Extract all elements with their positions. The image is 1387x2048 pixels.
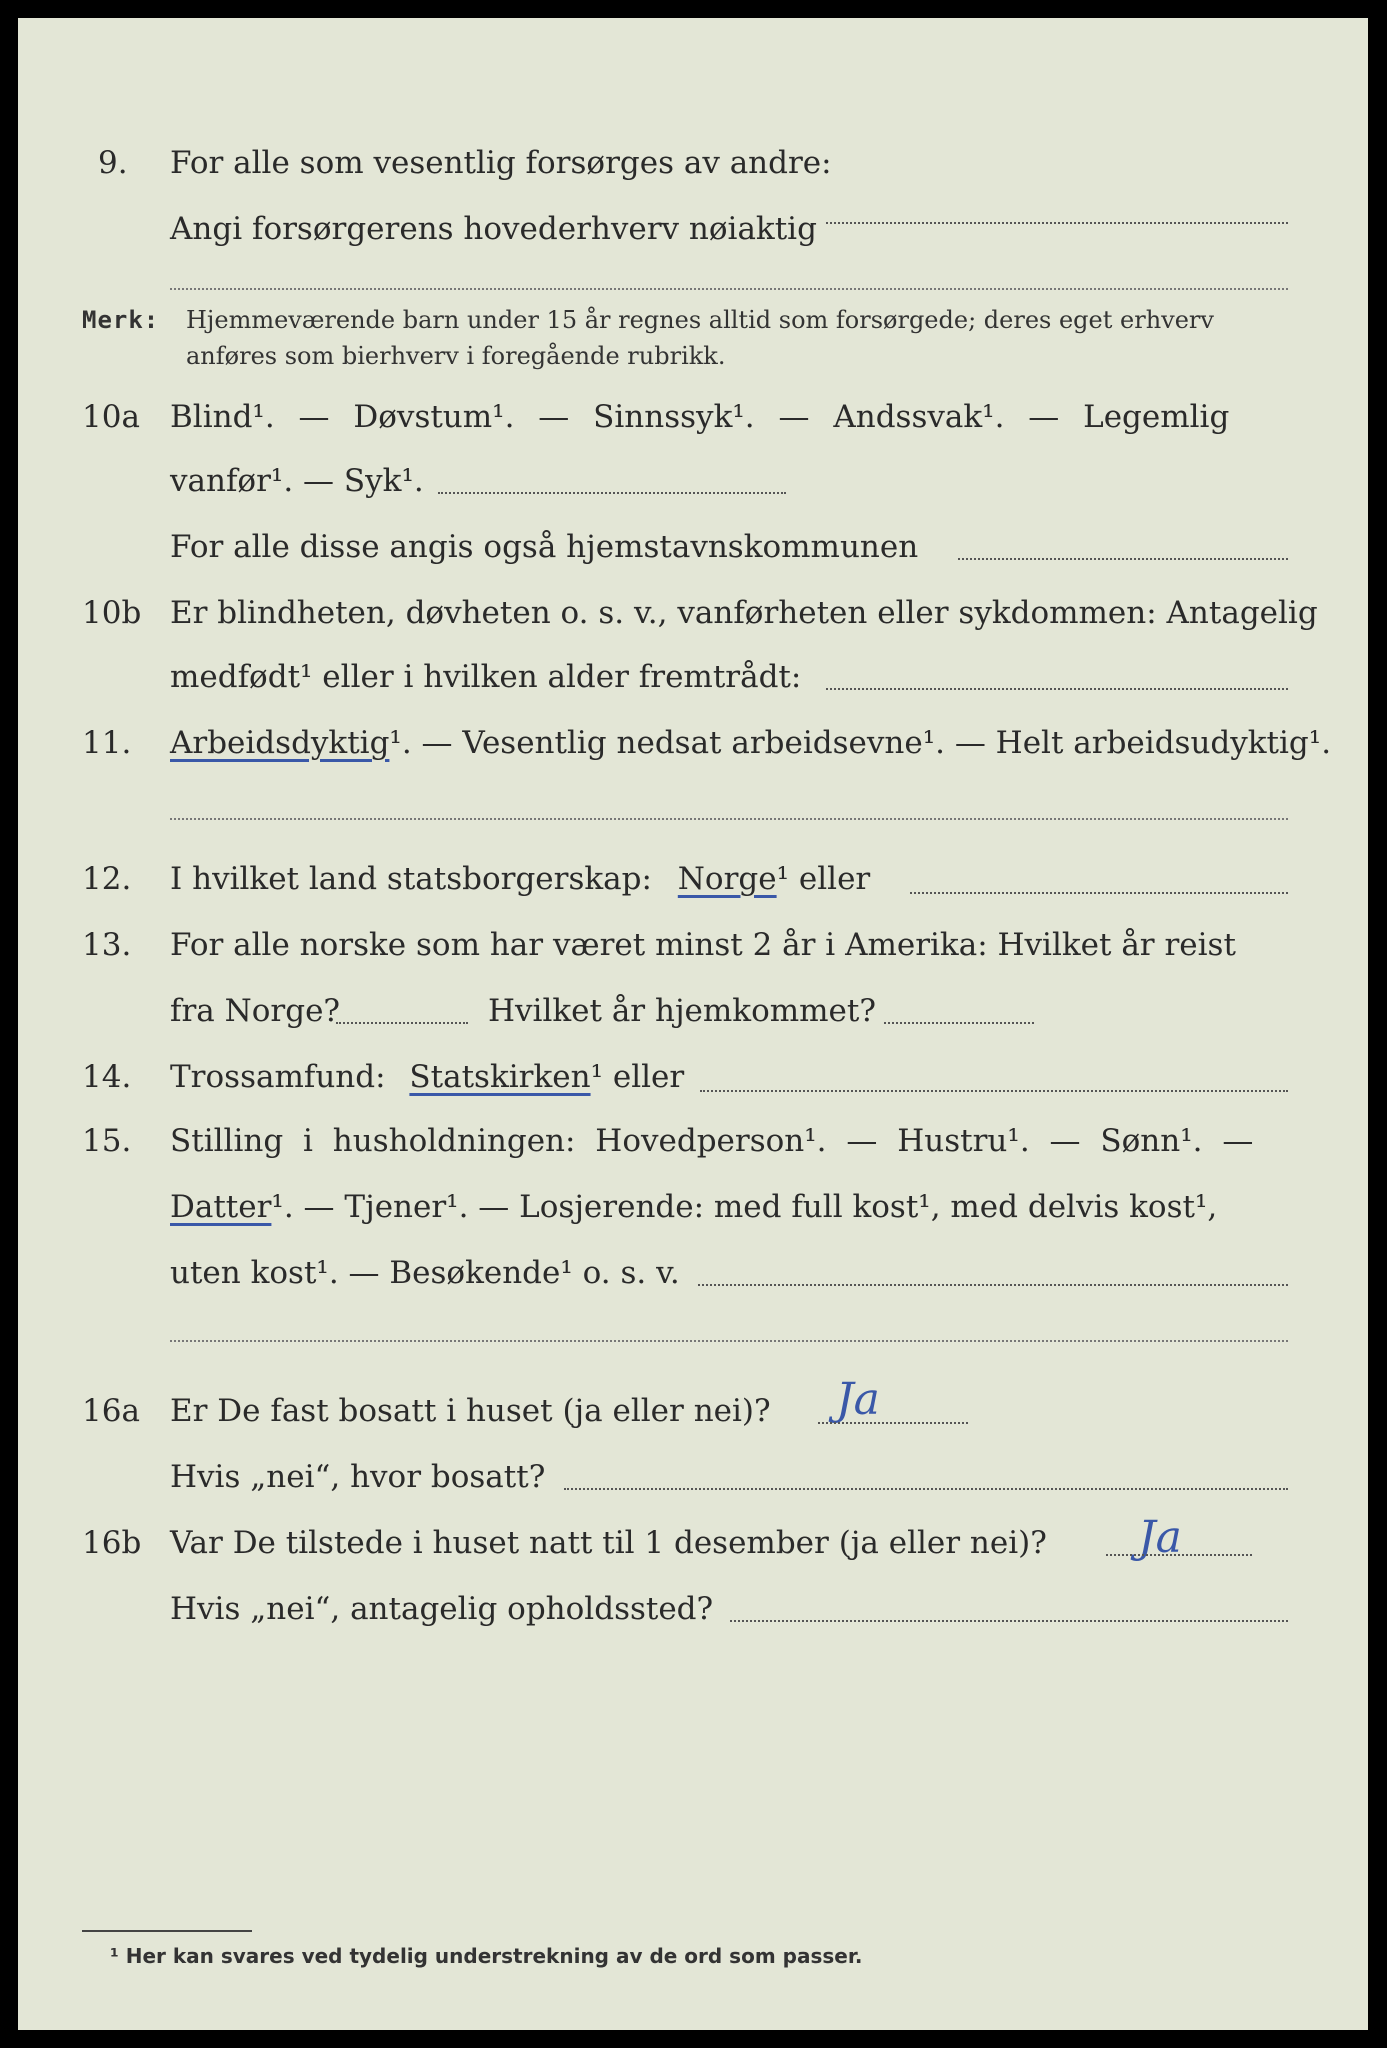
merk-line1: Hjemmeværende barn under 15 år regnes alltid som forsørgede; deres eget erhverv — [186, 306, 1214, 334]
q16b-opholdssted-line — [730, 1620, 1288, 1622]
q10a-number: 10a — [82, 399, 140, 435]
q10b-line1: Er blindheten, døvheten o. s. v., vanførheten eller sykdommen: Antagelig — [170, 595, 1318, 631]
q10a-line2: vanfør¹. — Syk¹. — [170, 463, 424, 499]
q15-line2 — [170, 1182, 1217, 1232]
q13-hjemkommet-line — [884, 1022, 1034, 1024]
q10b-number: 10b — [82, 595, 142, 631]
q15-answer-line-2 — [170, 1340, 1288, 1342]
q16b-answer-line — [1106, 1554, 1252, 1556]
q11-option-arbeidsdyktig: Arbeidsdyktig — [170, 725, 390, 761]
q15-answer-line — [698, 1284, 1288, 1286]
q10a-hjemstavn-line — [958, 558, 1288, 560]
q14-line — [170, 1052, 684, 1102]
footnote: ¹ Her kan svares ved tydelig understrekning av de ord som passer. — [110, 1944, 863, 1968]
q16b-number: 16b — [82, 1525, 142, 1561]
q11-answer-line — [170, 818, 1288, 820]
merk-label: Merk: — [82, 306, 160, 334]
q15-line2-rest: ¹. — Tjener¹. — Losjerende: med full kost¹, med delvis kost¹, — [271, 1189, 1218, 1225]
q16b-line2: Hvis „nei“, antagelig opholdssted? — [170, 1591, 714, 1627]
q13-number: 13. — [82, 927, 132, 963]
q16a-line2: Hvis „nei“, hvor bosatt? — [170, 1459, 546, 1495]
q10a-line1: Blind¹. — Døvstum¹. — Sinnssyk¹. — Andssvak¹. — Legemlig — [170, 399, 1230, 435]
q16b-handwritten-answer: Ja — [1138, 1512, 1182, 1563]
q9-line1: For alle som vesentlig forsørges av andre: — [170, 145, 832, 181]
q9-answer-line-2 — [170, 288, 1288, 290]
q14-post: ¹ eller — [590, 1059, 685, 1095]
q16b-line1: Var De tilstede i huset natt til 1 desember (ja eller nei)? — [170, 1525, 1047, 1561]
q12-number: 12. — [82, 861, 132, 897]
q15-line1: Stilling i husholdningen: Hovedperson¹. — Hustru¹. — Sønn¹. — — [170, 1123, 1254, 1159]
q15-number: 15. — [82, 1123, 132, 1159]
merk-line2: anføres som bierhverv i foregående rubrikk. — [186, 342, 726, 370]
q14-question: Trossamfund: — [170, 1059, 386, 1095]
q9-answer-line — [826, 222, 1288, 224]
q16a-answer-line — [818, 1422, 968, 1424]
q15-line3: uten kost¹. — Besøkende¹ o. s. v. — [170, 1255, 680, 1291]
footnote-rule — [82, 1930, 252, 1932]
q11-number: 11. — [82, 725, 132, 761]
q16a-line1: Er De fast bosatt i huset (ja eller nei)? — [170, 1393, 771, 1429]
q14-option-statskirken: Statskirken — [409, 1059, 591, 1095]
q10b-line2: medfødt¹ eller i hvilken alder fremtrådt: — [170, 659, 802, 695]
q16a-number: 16a — [82, 1393, 140, 1429]
q11-rest: ¹. — Vesentlig nedsat arbeidsevne¹. — Helt arbeidsudyktig¹. — [389, 725, 1332, 761]
q12-line — [170, 854, 870, 904]
q12-answer-line — [910, 892, 1288, 894]
q12-post: ¹ eller — [776, 861, 871, 897]
q12-question: I hvilket land statsborgerskap: — [170, 861, 652, 897]
q10a-answer-line — [438, 492, 786, 494]
q13-line1: For alle norske som har været minst 2 år i Amerika: Hvilket år reist — [170, 927, 1236, 963]
q15-option-datter: Datter — [170, 1189, 272, 1225]
census-form-page — [18, 18, 1368, 2030]
q14-answer-line — [700, 1090, 1288, 1092]
q10b-answer-line — [826, 688, 1288, 690]
q10a-line3: For alle disse angis også hjemstavnskommunen — [170, 529, 919, 565]
q11-line — [170, 718, 1331, 768]
q12-option-norge: Norge — [677, 861, 777, 897]
q16a-bosatt-line — [564, 1488, 1288, 1490]
q13-line2a: fra Norge? — [170, 993, 341, 1029]
q16a-handwritten-answer: Ja — [836, 1374, 880, 1425]
q13-line2b: Hvilket år hjemkommet? — [488, 993, 876, 1029]
q14-number: 14. — [82, 1059, 132, 1095]
q9-number: 9. — [98, 145, 128, 181]
q13-reist-line — [336, 1022, 468, 1024]
q9-line2: Angi forsørgerens hovederhverv nøiaktig — [170, 211, 817, 247]
